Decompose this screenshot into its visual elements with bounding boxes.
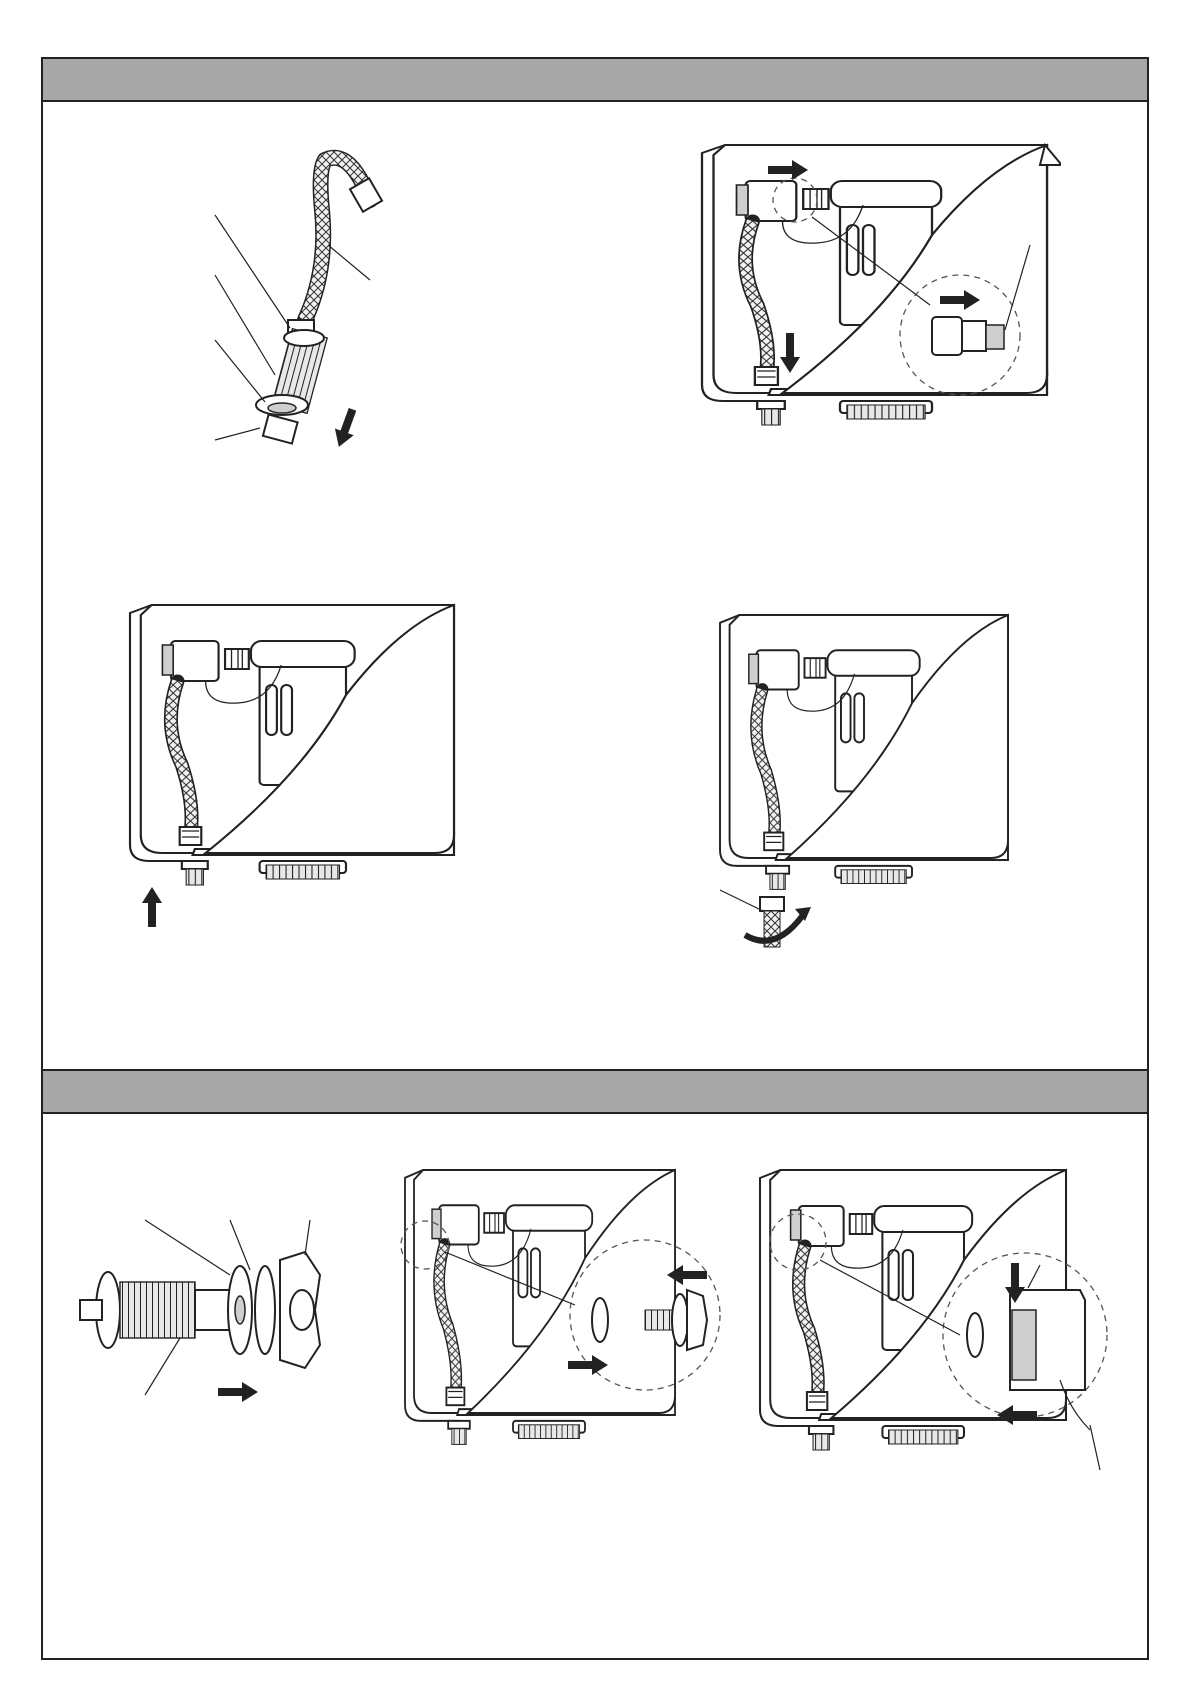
fig-tank-tighten-nut [715,615,1055,955]
braided-hose-icon [305,158,382,320]
section-header-bar-1 [41,57,1149,102]
wrench-rotate-arrow-icon [720,890,811,947]
cistern-tank-icon [405,1170,675,1444]
washer-icon [228,1266,275,1354]
fig-tank-connect-valve [700,145,1100,465]
up-arrow-icon [142,887,162,927]
washer-icon [256,395,308,444]
section-header-bar-2 [41,1069,1149,1114]
nut-icon [280,1252,320,1368]
cistern-tank-icon [130,605,454,885]
cistern-tank-icon [720,615,1008,889]
threaded-shaft-icon [80,1272,235,1348]
fig-hose-assembly [210,140,410,490]
down-arrow-icon [329,406,361,450]
fig-tank-insert-hose [120,605,480,945]
fig-button-exploded [80,1220,340,1420]
fig-tank-mount-controller [760,1170,1140,1480]
fig-tank-mount-button [405,1170,735,1470]
right-arrow-icon [218,1382,258,1402]
